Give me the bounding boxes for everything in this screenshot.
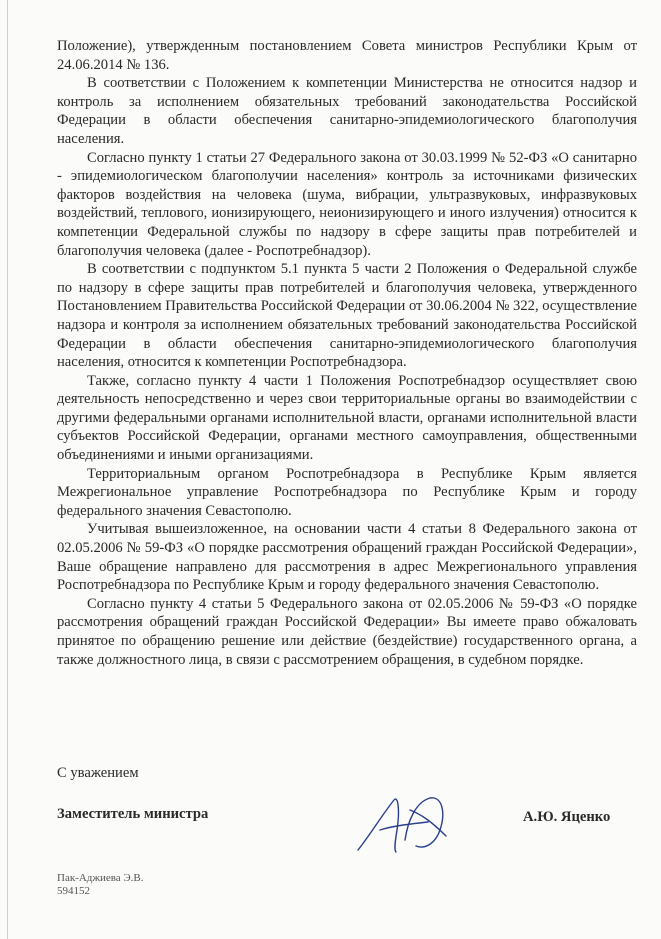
scan-edge: [7, 0, 8, 939]
letter-body: [57, 37, 637, 669]
paragraph-4: В соответствии с подпунктом 5.1 пункта 5 части 2 Положения о Федеральной службе по надзору в сфере защиты прав потребителей и благополучия человека, утвержденного Постановлением Правительства Российской Федерации от 30.06.2004 № 322, осуществление надзора и контроля за исполнением обязательных требований законодательства Российской Федерации в области обеспечения санитарно-эпидемиологического благополучия населения, относится к компетенции Роспотребнадзора.: [57, 261, 637, 371]
paragraph-3: Согласно пункту 1 статьи 27 Федерального закона от 30.03.1999 № 52-ФЗ «О санитарно - эпидемиологическом благополучии населения» контроль за источниками физических факторов воздействия на человека (шума, вибрации, ультразвуковых, инфразвуковых воздействий, теплового, ионизирующего, неионизирующего и иного излучения) относится к компетенции Федеральной службы по надзору в сфере защиты прав потребителей и благополучия человека (далее - Роспотребнадзор).: [57, 149, 637, 259]
paragraph-2: В соответствии с Положением к компетенции Министерства не относится надзор и контроль за исполнением обязательных требований законодательства Российской Федерации в области обеспечения санитарно-эпидемиологического благополучия населения.: [57, 75, 637, 147]
paragraph-6: Территориальным органом Роспотребнадзора в Республике Крым является Межрегиональное управление Роспотребнадзора по Республике Крым и городу федерального значения Севастополю.: [57, 465, 637, 519]
executor-info: [57, 872, 144, 898]
executor-phone: 594152: [57, 885, 90, 897]
signer-position: Заместитель министра: [57, 806, 209, 822]
signature-mark: [350, 780, 460, 870]
paragraph-1: Положение), утвержденным постановлением Совета министров Республики Крым от 24.06.2014 № 136.: [57, 38, 637, 73]
signer-name: А.Ю. Яценко: [523, 809, 611, 825]
closing-phrase: С уважением: [57, 765, 139, 781]
paragraph-7: Учитывая вышеизложенное, на основании части 4 статьи 8 Федерального закона от 02.05.2006 № 59-ФЗ «О порядке рассмотрения обращений граждан Российской Федерации», Ваше обращение направлено для рассмотрения в адрес Межрегионального управления Роспотребнадзора по Республике Крым и городу федерального значения Севастополю.: [57, 521, 637, 594]
executor-name: Пак-Аджиева Э.В.: [57, 872, 144, 884]
paragraph-8: Согласно пункту 4 статьи 5 Федерального закона от 02.05.2006 № 59-ФЗ «О порядке рассмотрения обращений граждан Российской Федерации» Вы имеете право обжаловать принятое по обращению решение или действие (бездействие) государственного органа, а также должностного лица, в связи с рассмотрением обращения, в судебном порядке.: [57, 595, 637, 668]
paragraph-5: Также, согласно пункту 4 части 1 Положения Роспотребнадзор осуществляет свою деятельность непосредственно и через свои территориальные органы во взаимодействии с другими федеральными органами исполнительной власти, органами исполнительной власти субъектов Российской Федерации, органами местного самоуправления, общественными объединениями и иными организациями.: [57, 372, 637, 464]
